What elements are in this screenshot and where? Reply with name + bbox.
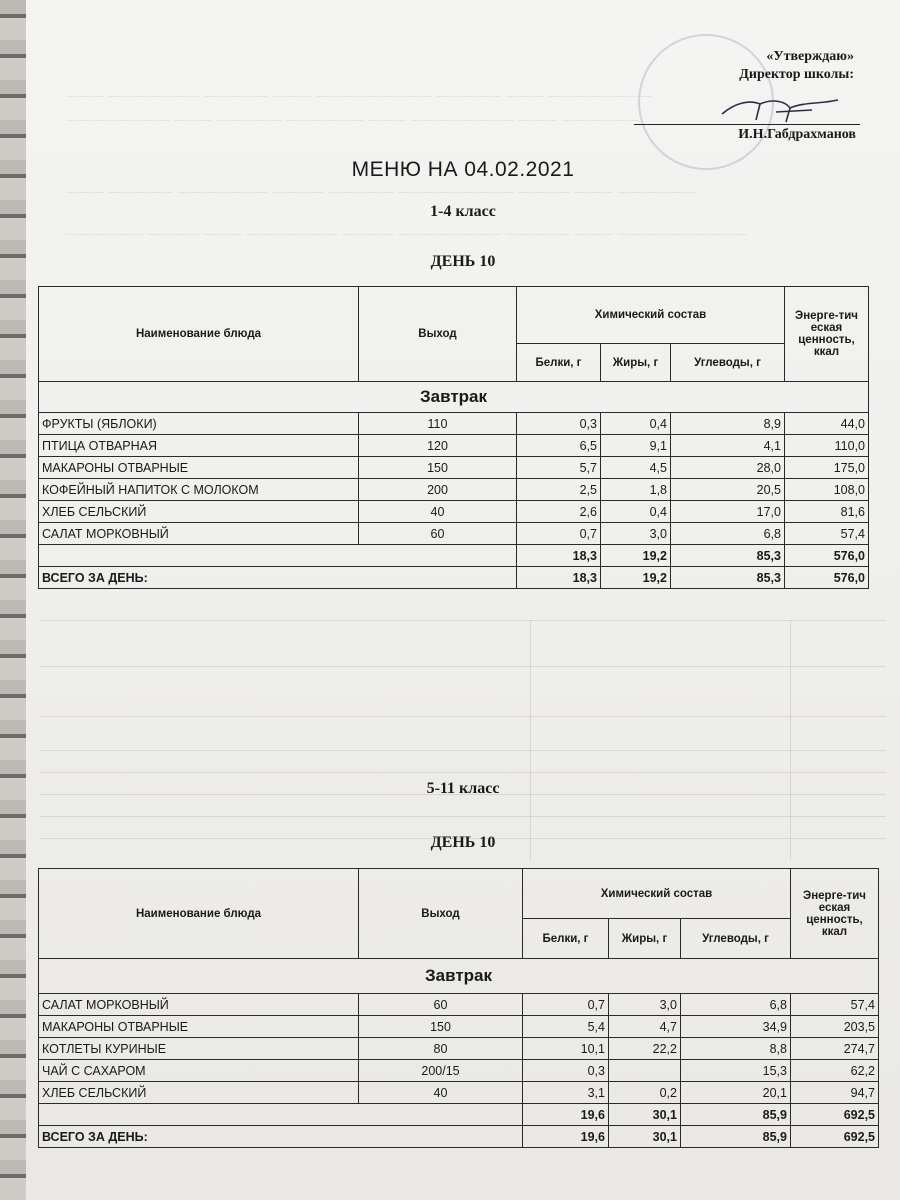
menu-title: МЕНЮ НА 04.02.2021 bbox=[351, 158, 575, 181]
subtotal-carbs: 85,3 bbox=[671, 545, 785, 567]
dish-output: 40 bbox=[359, 1082, 523, 1104]
subtotal-kcal: 576,0 bbox=[785, 545, 869, 567]
total-label: ВСЕГО ЗА ДЕНЬ: bbox=[39, 1126, 523, 1148]
dish-kcal: 110,0 bbox=[785, 435, 869, 457]
header-fat: Жиры, г bbox=[601, 344, 671, 382]
header-protein: Белки, г bbox=[517, 344, 601, 382]
dish-protein: 5,7 bbox=[517, 457, 601, 479]
dish-fat: 0,4 bbox=[601, 501, 671, 523]
total-carbs: 85,3 bbox=[671, 567, 785, 589]
subtotal-protein: 19,6 bbox=[523, 1104, 609, 1126]
dish-name: КОФЕЙНЫЙ НАПИТОК С МОЛОКОМ bbox=[39, 479, 359, 501]
dish-protein: 0,7 bbox=[523, 994, 609, 1016]
dish-name: ХЛЕБ СЕЛЬСКИЙ bbox=[39, 501, 359, 523]
bleed-through-text: —————— ———— ——— ——————— ———— ———————— ————— ——— —————————— bbox=[66, 226, 748, 240]
header-protein: Белки, г bbox=[523, 919, 609, 959]
director-signature bbox=[716, 92, 846, 126]
subtotal-carbs: 85,9 bbox=[681, 1104, 791, 1126]
dish-protein: 10,1 bbox=[523, 1038, 609, 1060]
dish-carbs: 34,9 bbox=[681, 1016, 791, 1038]
bleed-through-text: ——— ——————— ————— ——— ————————— ————— ——— ———————— bbox=[66, 88, 653, 102]
dish-name: МАКАРОНЫ ОТВАРНЫЕ bbox=[39, 457, 359, 479]
bleed-through-table bbox=[40, 620, 886, 860]
meal-label: Завтрак bbox=[39, 382, 869, 413]
dish-fat: 0,2 bbox=[609, 1082, 681, 1104]
dish-carbs: 6,8 bbox=[671, 523, 785, 545]
dish-fat: 3,0 bbox=[601, 523, 671, 545]
day-label: ДЕНЬ 10 bbox=[430, 253, 496, 270]
bleed-through-text: ——— ————— ——————— ———— ————— ————————— ———— ——— —————— bbox=[66, 184, 696, 198]
dish-kcal: 203,5 bbox=[791, 1016, 879, 1038]
dish-name: МАКАРОНЫ ОТВАРНЫЕ bbox=[39, 1016, 359, 1038]
header-name: Наименование блюда bbox=[39, 869, 359, 959]
approval-block bbox=[739, 48, 854, 84]
dish-kcal: 62,2 bbox=[791, 1060, 879, 1082]
dish-output: 200/15 bbox=[359, 1060, 523, 1082]
subtotal-fat: 19,2 bbox=[601, 545, 671, 567]
header-chem: Химический состав bbox=[523, 869, 791, 919]
director-label: Директор школы: bbox=[739, 67, 854, 82]
table-row bbox=[39, 1082, 879, 1104]
dish-output: 110 bbox=[359, 413, 517, 435]
dish-kcal: 108,0 bbox=[785, 479, 869, 501]
header-chem: Химический состав bbox=[517, 287, 785, 344]
dish-protein: 5,4 bbox=[523, 1016, 609, 1038]
dish-kcal: 274,7 bbox=[791, 1038, 879, 1060]
dish-name: ПТИЦА ОТВАРНАЯ bbox=[39, 435, 359, 457]
total-row bbox=[39, 1126, 879, 1148]
total-kcal: 576,0 bbox=[785, 567, 869, 589]
total-protein: 18,3 bbox=[517, 567, 601, 589]
header-energy: Энерге-тич еская ценность, ккал bbox=[785, 287, 869, 382]
dish-name: ХЛЕБ СЕЛЬСКИЙ bbox=[39, 1082, 359, 1104]
class-label: 1-4 класс bbox=[430, 203, 496, 220]
header-energy: Энерге-тич еская ценность, ккал bbox=[791, 869, 879, 959]
dish-fat: 3,0 bbox=[609, 994, 681, 1016]
dish-fat: 9,1 bbox=[601, 435, 671, 457]
approve-label: «Утверждаю» bbox=[766, 49, 854, 64]
dish-fat: 4,7 bbox=[609, 1016, 681, 1038]
dish-fat bbox=[609, 1060, 681, 1082]
dish-kcal: 57,4 bbox=[791, 994, 879, 1016]
menu-table-1-4 bbox=[38, 286, 869, 589]
dish-output: 150 bbox=[359, 457, 517, 479]
dish-name: САЛАТ МОРКОВНЫЙ bbox=[39, 523, 359, 545]
dish-output: 80 bbox=[359, 1038, 523, 1060]
dish-fat: 22,2 bbox=[609, 1038, 681, 1060]
dish-protein: 3,1 bbox=[523, 1082, 609, 1104]
total-kcal: 692,5 bbox=[791, 1126, 879, 1148]
header-output: Выход bbox=[359, 869, 523, 959]
dish-protein: 0,7 bbox=[517, 523, 601, 545]
subtotal-row bbox=[39, 545, 869, 567]
dish-kcal: 44,0 bbox=[785, 413, 869, 435]
subtotal-fat: 30,1 bbox=[609, 1104, 681, 1126]
total-carbs: 85,9 bbox=[681, 1126, 791, 1148]
dish-protein: 2,5 bbox=[517, 479, 601, 501]
subtotal-row bbox=[39, 1104, 879, 1126]
dish-output: 200 bbox=[359, 479, 517, 501]
header-output: Выход bbox=[359, 287, 517, 382]
dish-protein: 6,5 bbox=[517, 435, 601, 457]
total-fat: 19,2 bbox=[601, 567, 671, 589]
subtotal-protein: 18,3 bbox=[517, 545, 601, 567]
header-carbs: Углеводы, г bbox=[671, 344, 785, 382]
table-row bbox=[39, 1038, 879, 1060]
table-row bbox=[39, 457, 869, 479]
table-row bbox=[39, 501, 869, 523]
dish-carbs: 8,8 bbox=[681, 1038, 791, 1060]
total-protein: 19,6 bbox=[523, 1126, 609, 1148]
dish-output: 120 bbox=[359, 435, 517, 457]
table-row bbox=[39, 435, 869, 457]
total-row bbox=[39, 567, 869, 589]
subtotal-kcal: 692,5 bbox=[791, 1104, 879, 1126]
dish-name: ЧАЙ С САХАРОМ bbox=[39, 1060, 359, 1082]
dish-carbs: 15,3 bbox=[681, 1060, 791, 1082]
dish-output: 40 bbox=[359, 501, 517, 523]
table-row bbox=[39, 1060, 879, 1082]
table-row bbox=[39, 413, 869, 435]
dish-protein: 2,6 bbox=[517, 501, 601, 523]
document-page bbox=[26, 0, 900, 1200]
dish-protein: 0,3 bbox=[517, 413, 601, 435]
binding-edge bbox=[0, 0, 26, 1200]
bleed-through-text: ———————— ——— ————— —————— ——— ———————— ——— —————— bbox=[66, 112, 640, 126]
dish-output: 150 bbox=[359, 1016, 523, 1038]
dish-carbs: 17,0 bbox=[671, 501, 785, 523]
dish-kcal: 175,0 bbox=[785, 457, 869, 479]
meal-label: Завтрак bbox=[39, 959, 879, 994]
dish-kcal: 94,7 bbox=[791, 1082, 879, 1104]
dish-kcal: 57,4 bbox=[785, 523, 869, 545]
header-name: Наименование блюда bbox=[39, 287, 359, 382]
class-label: 5-11 класс bbox=[426, 780, 500, 797]
table-row bbox=[39, 479, 869, 501]
menu-table-5-11 bbox=[38, 868, 879, 1148]
dish-name: ФРУКТЫ (ЯБЛОКИ) bbox=[39, 413, 359, 435]
total-label: ВСЕГО ЗА ДЕНЬ: bbox=[39, 567, 517, 589]
signature-line bbox=[634, 124, 860, 125]
table-row bbox=[39, 523, 869, 545]
dish-carbs: 6,8 bbox=[681, 994, 791, 1016]
dish-name: КОТЛЕТЫ КУРИНЫЕ bbox=[39, 1038, 359, 1060]
dish-fat: 1,8 bbox=[601, 479, 671, 501]
dish-carbs: 4,1 bbox=[671, 435, 785, 457]
director-name: И.Н.Габдрахманов bbox=[738, 127, 856, 142]
dish-fat: 4,5 bbox=[601, 457, 671, 479]
total-fat: 30,1 bbox=[609, 1126, 681, 1148]
dish-fat: 0,4 bbox=[601, 413, 671, 435]
dish-carbs: 20,1 bbox=[681, 1082, 791, 1104]
dish-protein: 0,3 bbox=[523, 1060, 609, 1082]
dish-name: САЛАТ МОРКОВНЫЙ bbox=[39, 994, 359, 1016]
dish-output: 60 bbox=[359, 523, 517, 545]
dish-carbs: 20,5 bbox=[671, 479, 785, 501]
table-row bbox=[39, 994, 879, 1016]
dish-kcal: 81,6 bbox=[785, 501, 869, 523]
header-carbs: Углеводы, г bbox=[681, 919, 791, 959]
day-label: ДЕНЬ 10 bbox=[430, 834, 496, 851]
dish-output: 60 bbox=[359, 994, 523, 1016]
table-row bbox=[39, 1016, 879, 1038]
dish-carbs: 28,0 bbox=[671, 457, 785, 479]
header-fat: Жиры, г bbox=[609, 919, 681, 959]
dish-carbs: 8,9 bbox=[671, 413, 785, 435]
